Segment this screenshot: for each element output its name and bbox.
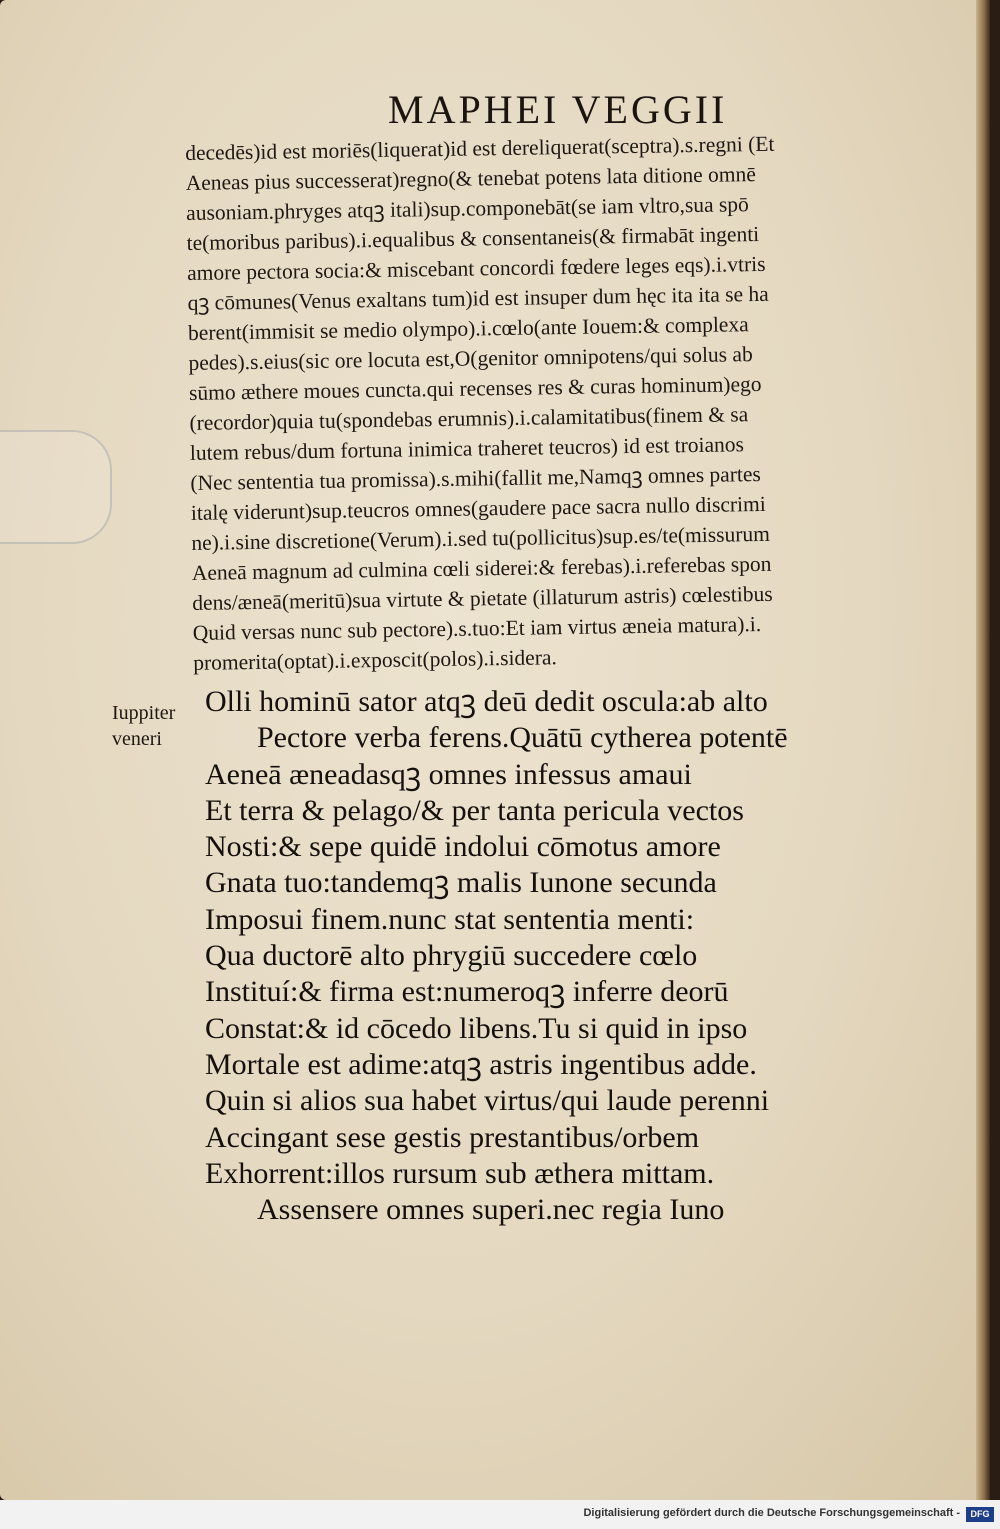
commentary-line: pedes).s.eius(sic ore locuta est,O(genitor omnipotens/qui solus ab — [188, 342, 753, 375]
commentary-block — [185, 127, 913, 678]
verse-line: Instituí:& firma est:numeroqꝫ inferre deorū — [205, 975, 729, 1009]
verse-line: Gnata tuo:tandemqꝫ malis Iunone secunda — [205, 866, 717, 900]
commentary-line: lutem rebus/dum fortuna inimica traheret teucros) id est troianos — [189, 432, 745, 465]
commentary-line: Quid versas nunc sub pectore).s.tuo:Et iam virtus æneia matura).i. — [192, 612, 762, 645]
commentary-line: te(moribus paribus).i.equalibus & consentaneis(& firmabāt ingenti — [186, 221, 760, 255]
commentary-line: decedēs)id est moriēs(liquerat)id est dereliquerat(sceptra).s.regni (Et — [185, 131, 775, 165]
commentary-line: promerita(optat).i.exposcit(polos).i.sidera. — [193, 645, 557, 675]
margin-note-line: Iuppiter — [112, 702, 176, 724]
verse-line: Quin si alios sua habet virtus/qui laude perenni — [205, 1084, 770, 1118]
page-clip — [0, 430, 112, 544]
commentary-line: Aeneas pius successerat)regno(& tenebat potens lata ditione omnē — [185, 162, 756, 195]
dfg-logo-icon: DFG — [966, 1507, 994, 1522]
commentary-line: Aeneā magnum ad culmina cœli siderei:& ferebas).i.referebas spon — [191, 551, 772, 585]
page-edge — [976, 0, 990, 1500]
commentary-line: amore pectora socia:& miscebant concordi fœdere leges eqs).i.vtris — [186, 251, 766, 285]
margin-note — [112, 700, 175, 752]
funding-text: Digitalisierung gefördert durch die Deutsche Forschungsgemeinschaft - — [583, 1507, 960, 1519]
verse-line: Exhorrent:illos rursum sub æthera mittam. — [205, 1156, 715, 1190]
verse-line: Qua ductorē alto phrygiū succedere cœlo — [205, 939, 698, 973]
verse-line: Pectore verba ferens.Quātū cytherea potentē — [257, 721, 788, 755]
commentary-line: ne).i.sine discretione(Verum).i.sed tu(pollicitus)sup.es/te(missurum — [191, 521, 771, 555]
funding-footer — [0, 1500, 1000, 1529]
commentary-line: (recordor)quia tu(spondebas erumnis).i.calamitatibus(finem & sa — [189, 402, 749, 435]
commentary-line: (Nec sententia tua promissa).s.mihi(fallit me,Namqꝫ omnes partes — [190, 461, 761, 495]
margin-note-line: veneri — [112, 728, 162, 750]
running-head: MAPHEI VEGGII — [388, 87, 728, 132]
verse-line: Olli hominū sator atqꝫ deū dedit oscula:ab alto — [205, 685, 768, 718]
verse-line: Et terra & pelago/& per tanta pericula vectos — [205, 793, 744, 827]
verse-line: Imposui finem.nunc stat sententia menti: — [205, 902, 695, 936]
verse-line: Assensere omnes superi.nec regia Iuno — [257, 1193, 725, 1227]
verse-block — [205, 684, 788, 1228]
commentary-line: qꝫ cōmunes(Venus exaltans tum)id est insuper dum hęc ita ita se ha — [187, 281, 769, 315]
verse-line: Aeneā æneadasqꝫ omnes infessus amaui — [205, 757, 692, 791]
verse-line: Accingant sese gestis prestantibus/orbem — [205, 1120, 700, 1154]
commentary-line: ausoniam.phryges atqꝫ itali)sup.componebāt(se iam vltro,sua spō — [185, 192, 750, 225]
commentary-line: sūmo æthere moues cuncta.qui recenses res & curas hominum)ego — [188, 371, 762, 405]
verse-line: Mortale est adime:atqꝫ astris ingentibus adde. — [205, 1047, 757, 1081]
verse-line: Nosti:& sepe quidē indolui cōmotus amore — [205, 830, 721, 864]
commentary-line: berent(immisit se medio olympo).i.cœlo(ante Iouem:& complexa — [187, 312, 749, 345]
verse-line: Constat:& id cōcedo libens.Tu si quid in ipso — [205, 1011, 748, 1045]
commentary-line: italę viderunt)sup.teucros omnes(gaudere pace sacra nullo discrimi — [190, 491, 766, 525]
commentary-line: dens/æneā(meritū)sua virtute & pietate (illaturum astris) cœlestibus — [192, 581, 773, 615]
